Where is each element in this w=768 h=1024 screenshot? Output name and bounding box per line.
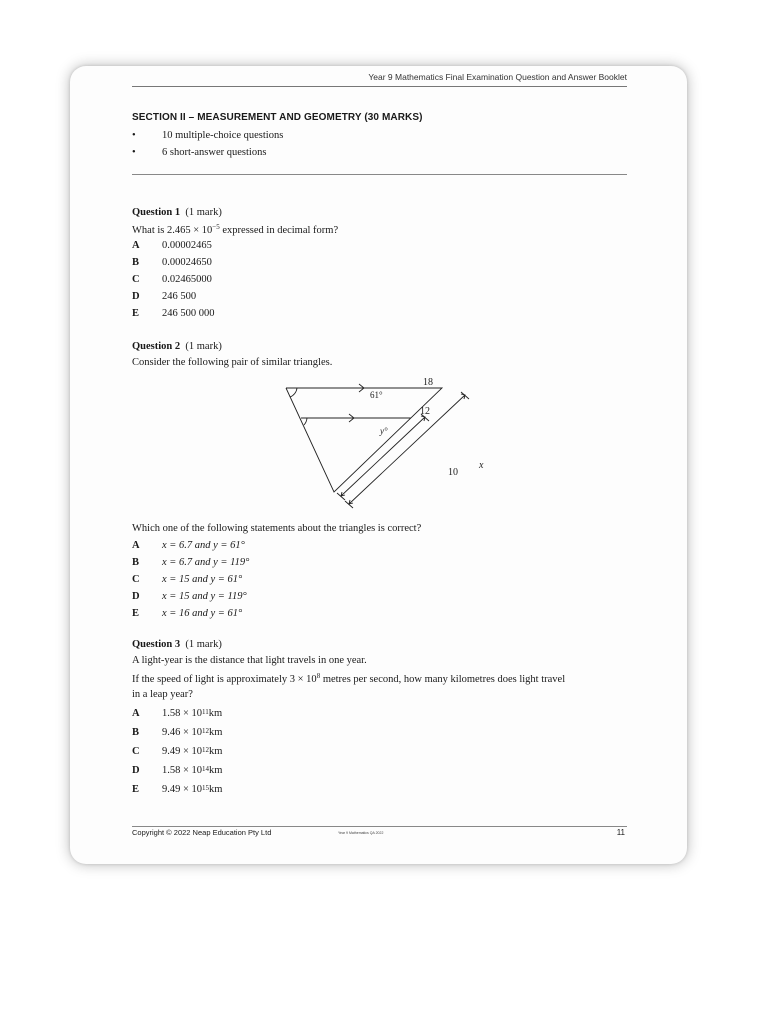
option-letter: C	[132, 574, 140, 585]
question-heading	[132, 341, 332, 357]
option-letter: D	[132, 765, 140, 776]
option-d[interactable]	[132, 591, 421, 608]
option-letter: B	[132, 557, 140, 568]
option-text: 246 500	[162, 291, 197, 302]
section-rule	[132, 174, 627, 175]
option-letter: E	[132, 784, 140, 795]
option-text: x = 15 and y = 119°	[162, 591, 247, 602]
option-exponent: 12	[202, 746, 210, 754]
label-y-degrees: y°	[380, 426, 388, 436]
exam-page	[70, 66, 687, 864]
option-e[interactable]	[132, 608, 421, 625]
option-text: 246 500 000	[162, 308, 215, 319]
stem-text: metres per second, how many kilometres does light travel	[320, 674, 566, 685]
bullet-symbol: •	[132, 130, 136, 141]
option-d[interactable]	[132, 765, 565, 784]
option-letter: C	[132, 274, 140, 285]
stem-text: What is 2.465 × 10	[132, 225, 213, 236]
option-exponent: 15	[202, 784, 210, 792]
option-letter: A	[132, 240, 140, 251]
option-text: 0.02465000	[162, 274, 212, 285]
stem-text: If the speed of light is approximately 3 × 10	[132, 674, 317, 685]
dimension-line-x	[349, 395, 465, 504]
option-text: x = 6.7 and y = 61°	[162, 540, 245, 551]
option-text: 9.49 × 10	[162, 784, 203, 795]
option-letter: D	[132, 291, 140, 302]
question-label: Question 3	[132, 639, 181, 650]
section-title: SECTION II – MEASUREMENT AND GEOMETRY (30 MARKS)	[132, 112, 423, 123]
running-header: Year 9 Mathematics Final Examination Question and Answer Booklet	[368, 72, 627, 82]
question-1	[132, 207, 338, 325]
option-text: x = 15 and y = 61°	[162, 574, 243, 585]
question-prompt: Which one of the following statements about the triangles is correct?	[132, 523, 422, 534]
question-stem: Consider the following pair of similar triangles.	[132, 357, 333, 368]
question-marks: (1 mark)	[185, 341, 222, 352]
option-letter: B	[132, 727, 140, 738]
option-e[interactable]	[132, 784, 565, 803]
option-letter: D	[132, 591, 140, 602]
dim-tick	[345, 501, 353, 508]
bullet-item	[132, 147, 283, 164]
stem-text: expressed in decimal form?	[219, 225, 339, 236]
option-text: 0.00024650	[162, 257, 212, 268]
outer-triangle	[286, 388, 442, 492]
question-heading	[132, 207, 338, 223]
option-text: x = 16 and y = 61°	[162, 608, 243, 619]
option-letter: E	[132, 308, 140, 319]
page-number: 11	[616, 828, 625, 837]
angle-61-arc	[290, 388, 297, 397]
label-x: x	[479, 460, 484, 471]
question-label: Question 2	[132, 341, 181, 352]
option-exponent: 14	[202, 765, 210, 773]
question-3	[132, 639, 565, 803]
option-b[interactable]	[132, 557, 421, 574]
option-unit: km	[209, 727, 223, 738]
option-e[interactable]	[132, 308, 338, 325]
label-18: 18	[423, 377, 433, 388]
footer-code: Year 9 Mathematics QA 2022	[338, 831, 384, 835]
option-b[interactable]	[132, 727, 565, 746]
question-2-options	[132, 523, 421, 625]
stem-exponent: −5	[212, 223, 220, 231]
label-10: 10	[448, 467, 458, 478]
question-label: Question 1	[132, 207, 181, 218]
option-a[interactable]	[132, 540, 421, 557]
option-letter: B	[132, 257, 140, 268]
similar-triangles-figure	[282, 372, 482, 522]
option-unit: km	[209, 784, 223, 795]
option-a[interactable]	[132, 708, 565, 727]
option-c[interactable]	[132, 574, 421, 591]
question-heading	[132, 639, 565, 655]
option-letter: A	[132, 708, 140, 719]
question-stem: in a leap year?	[132, 689, 193, 700]
bullet-item	[132, 130, 283, 147]
option-unit: km	[209, 746, 223, 757]
dim-tick	[337, 493, 345, 500]
option-c[interactable]	[132, 746, 565, 765]
option-text: 9.46 × 10	[162, 727, 203, 738]
label-12: 12	[420, 406, 430, 417]
option-unit: km	[209, 765, 223, 776]
footer-rule	[132, 826, 627, 827]
copyright-notice: Copyright © 2022 Neap Education Pty Ltd	[132, 828, 272, 837]
option-exponent: 12	[202, 727, 210, 735]
question-2	[132, 341, 332, 374]
question-marks: (1 mark)	[185, 639, 222, 650]
bullet-symbol: •	[132, 147, 136, 158]
stem-exponent: 8	[316, 672, 321, 680]
angle-y-arc	[304, 418, 307, 425]
bullet-text: 10 multiple-choice questions	[162, 130, 284, 141]
option-d[interactable]	[132, 291, 338, 308]
option-b[interactable]	[132, 257, 338, 274]
option-text: 9.49 × 10	[162, 746, 203, 757]
option-exponent: 11	[202, 708, 209, 716]
option-text: 0.00002465	[162, 240, 212, 251]
option-c[interactable]	[132, 274, 338, 291]
option-unit: km	[208, 708, 223, 719]
bullet-text: 6 short-answer questions	[162, 147, 267, 158]
option-text: 1.58 × 10	[162, 708, 203, 719]
option-text: 1.58 × 10	[162, 765, 203, 776]
option-letter: C	[132, 746, 140, 757]
question-stem	[132, 223, 338, 240]
question-marks: (1 mark)	[185, 207, 222, 218]
header-rule	[132, 86, 627, 87]
label-61-degrees: 61°	[370, 390, 383, 400]
question-stem	[132, 672, 565, 689]
section-bullets	[132, 130, 283, 164]
option-text: x = 6.7 and y = 119°	[162, 557, 250, 568]
option-letter: E	[132, 608, 140, 619]
question-stem: A light-year is the distance that light travels in one year.	[132, 655, 367, 666]
option-a[interactable]	[132, 240, 338, 257]
option-letter: A	[132, 540, 140, 551]
